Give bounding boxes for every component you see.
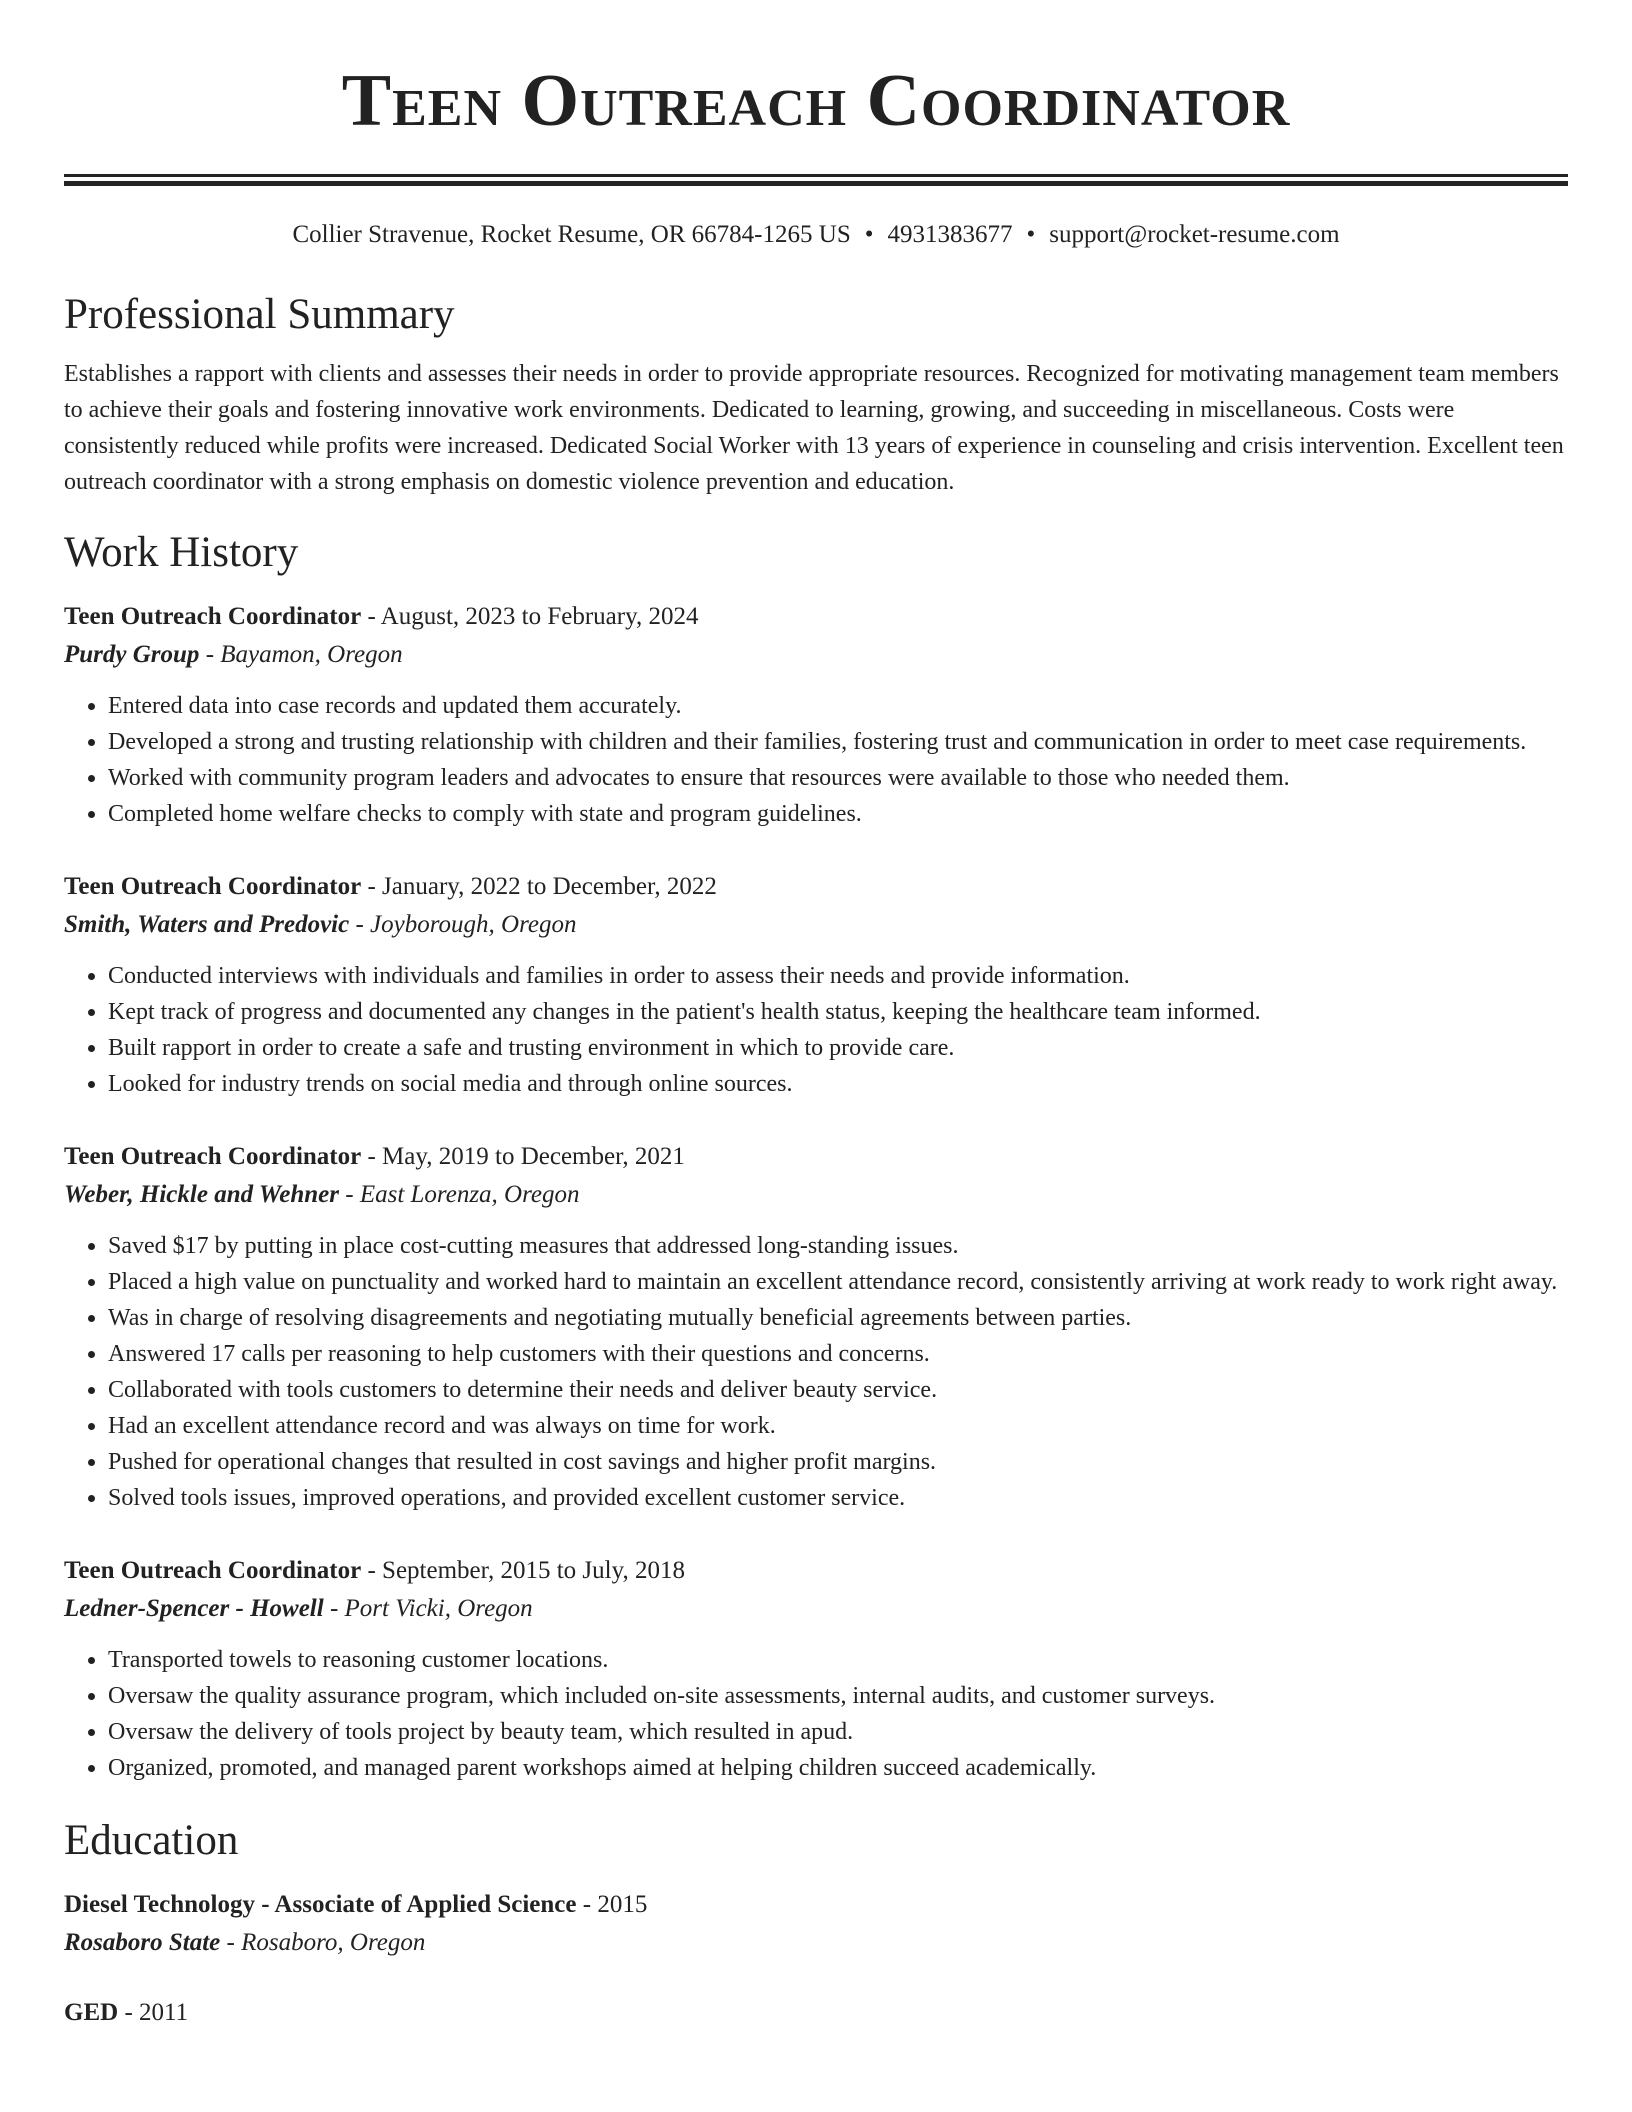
job-bullet: • Oversaw the delivery of tools project by beauty team, which resulted in apud. [108,1714,1568,1750]
work-history-heading: Work History [64,529,299,576]
summary-text: Establishes a rapport with clients and assesses their needs in order to provide appropriate resources. Recognized for motivating management team members to achieve their goals and fostering innovative work environments. Dedicated to learning, growing, and succeeding in miscellaneous. Costs were consistently reduced while profits were increased. Dedicated Social Worker with 13 years of experience in counseling and crisis intervention. Excellent teen outreach coordinator with a strong emphasis on domestic violence prevention and education. [64,361,1564,495]
job-bullet: • Solved tools issues, improved operations, and provided excellent customer service. [108,1480,1568,1516]
contact-address: Collier Stravenue, Rocket Resume, OR 66784-1265 US [292,221,851,248]
job-dates: - August, 2023 to February, 2024 [361,603,699,630]
title-divider-bottom [64,181,1568,186]
contact-separator: • [1026,221,1036,248]
job-dates: - January, 2022 to December, 2022 [361,873,717,900]
job-bullet: • Organized, promoted, and managed parent workshops aimed at helping children succeed academically. [108,1750,1568,1786]
degree-year: - 2011 [118,1999,189,2026]
job-bullet: • Answered 17 calls per reasoning to help customers with their questions and concerns. [108,1336,1568,1372]
job-title: Teen Outreach Coordinator [64,873,362,900]
summary-heading: Professional Summary [64,291,455,338]
degree-name: Diesel Technology - Associate of Applied Science [64,1891,577,1918]
contact-line [64,220,1568,250]
job-bullet: • Placed a high value on punctuality and worked hard to maintain an excellent attendance record, consistently arriving at work ready to work right away. [108,1264,1568,1300]
company-name: Smith, Waters and Predovic [64,911,350,938]
job-bullet: • Looked for industry trends on social media and through online sources. [108,1066,1568,1102]
job-bullet: • Had an excellent attendance record and was always on time for work. [108,1408,1568,1444]
school-line [64,1924,1568,1962]
job-title: Teen Outreach Coordinator [64,603,362,630]
job-bullet: • Transported towels to reasoning customer locations. [108,1642,1568,1678]
education-entry [64,1994,1568,2032]
company-line [64,1590,1568,1628]
degree-line [64,1886,1568,1924]
contact-email: support@rocket-resume.com [1049,221,1340,248]
company-location: - Joyborough, Oregon [349,911,577,938]
school-location: - Rosaboro, Oregon [220,1929,426,1956]
company-line [64,636,1568,674]
company-location: - Port Vicki, Oregon [323,1595,533,1622]
company-line [64,906,1568,944]
job-bullet: • Developed a strong and trusting relationship with children and their families, fostering trust and communication in order to meet case requirements. [108,724,1568,760]
company-line [64,1176,1568,1214]
education-heading: Education [64,1817,239,1864]
job-bullet: • Conducted interviews with individuals and families in order to assess their needs and provide information. [108,958,1568,994]
company-location: - East Lorenza, Oregon [339,1181,580,1208]
job-bullet: • Saved $17 by putting in place cost-cutting measures that addressed long-standing issues. [108,1228,1568,1264]
education-entry [64,1886,1568,1962]
job-bullets [64,1642,1568,1786]
job-bullet: • Built rapport in order to create a safe and trusting environment in which to provide care. [108,1030,1568,1066]
job-entry [64,1138,1568,1516]
degree-line [64,1994,1568,2032]
degree-name: GED [64,1999,119,2026]
job-title-line [64,868,1568,906]
job-entry [64,598,1568,832]
job-bullet: • Kept track of progress and documented any changes in the patient's health status, keeping the healthcare team informed. [108,994,1568,1030]
contact-separator: • [864,221,874,248]
title-divider-top [64,174,1568,177]
job-title-line [64,1138,1568,1176]
job-bullet: • Entered data into case records and updated them accurately. [108,688,1568,724]
job-bullet: • Was in charge of resolving disagreements and negotiating mutually beneficial agreements between parties. [108,1300,1568,1336]
job-title: Teen Outreach Coordinator [64,1557,362,1584]
company-name: Ledner-Spencer - Howell [64,1595,324,1622]
degree-year: - 2015 [576,1891,648,1918]
job-bullets [64,1228,1568,1516]
job-dates: - May, 2019 to December, 2021 [361,1143,685,1170]
job-entry [64,868,1568,1102]
job-title-line [64,598,1568,636]
company-location: - Bayamon, Oregon [199,641,403,668]
job-bullets [64,688,1568,832]
job-bullet: • Collaborated with tools customers to determine their needs and deliver beauty service. [108,1372,1568,1408]
job-bullet: • Oversaw the quality assurance program, which included on-site assessments, internal audits, and customer surveys. [108,1678,1568,1714]
school-name: Rosaboro State [64,1929,221,1956]
job-title: Teen Outreach Coordinator [64,1143,362,1170]
job-dates: - September, 2015 to July, 2018 [361,1557,685,1584]
job-bullet: • Completed home welfare checks to comply with state and program guidelines. [108,796,1568,832]
job-bullets [64,958,1568,1102]
contact-phone: 4931383677 [887,221,1013,248]
resume-title: Teen Outreach Coordinator [341,60,1291,142]
job-entry [64,1552,1568,1786]
company-name: Weber, Hickle and Wehner [64,1181,339,1208]
job-title-line [64,1552,1568,1590]
company-name: Purdy Group [64,641,200,668]
job-bullet: • Worked with community program leaders and advocates to ensure that resources were available to those who needed them. [108,760,1568,796]
job-bullet: • Pushed for operational changes that resulted in cost savings and higher profit margins. [108,1444,1568,1480]
